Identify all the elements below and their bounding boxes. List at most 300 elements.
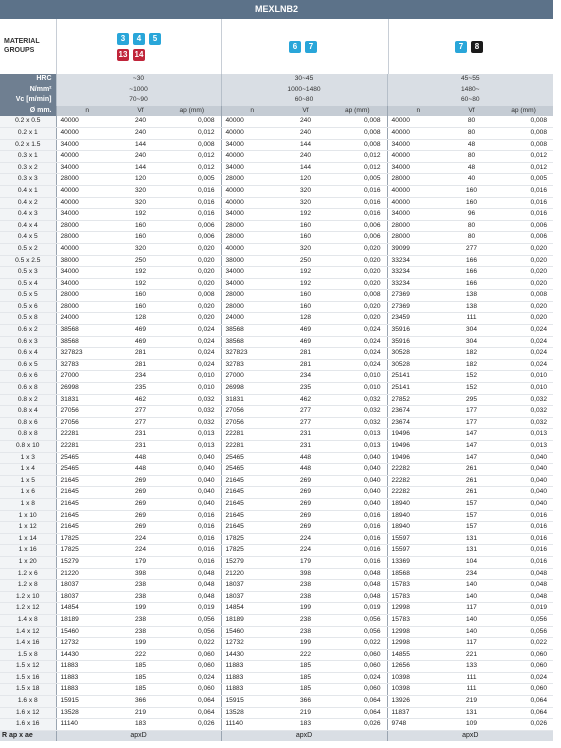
table-row xyxy=(0,638,553,650)
size-cell: 1.6 x 16 xyxy=(0,719,56,731)
n-cell: 40000 xyxy=(387,116,449,127)
vf-cell: 448 xyxy=(118,464,163,476)
vf-cell: 133 xyxy=(449,661,494,673)
vf-cell: 231 xyxy=(283,441,328,453)
size-cell: 1.5 x 8 xyxy=(0,649,56,661)
table-row xyxy=(0,591,553,603)
vf-cell: 231 xyxy=(118,429,163,441)
vf-cell: 277 xyxy=(283,406,328,418)
table-row xyxy=(0,626,553,638)
ap-cell: 0,040 xyxy=(328,464,387,476)
ap-cell: 0,016 xyxy=(494,533,553,545)
vf-cell: 111 xyxy=(449,313,494,325)
vf-cell: 269 xyxy=(118,475,163,487)
n-cell: 15783 xyxy=(387,614,449,626)
ap-cell: 0,020 xyxy=(163,267,221,279)
param-value: 45~55 xyxy=(387,74,553,85)
ap-cell: 0,040 xyxy=(494,452,553,464)
size-cell: 0.2 x 1 xyxy=(0,127,56,139)
n-cell: 21645 xyxy=(56,498,118,510)
table-row xyxy=(0,209,553,221)
footer-value: apxD xyxy=(221,730,387,741)
vf-cell: 160 xyxy=(449,197,494,209)
n-cell: 34000 xyxy=(221,139,283,151)
table-row xyxy=(0,232,553,244)
vf-cell: 238 xyxy=(118,591,163,603)
vf-column-header: Vf xyxy=(118,106,163,117)
table-row xyxy=(0,487,553,499)
ap-cell: 0,016 xyxy=(163,545,221,557)
vf-cell: 120 xyxy=(283,174,328,186)
ap-cell: 0,016 xyxy=(328,510,387,522)
n-cell: 22282 xyxy=(387,487,449,499)
vf-cell: 185 xyxy=(283,661,328,673)
size-cell: 0.3 x 1 xyxy=(0,151,56,163)
ap-cell: 0,006 xyxy=(494,220,553,232)
ap-cell: 0,032 xyxy=(494,394,553,406)
n-cell: 15597 xyxy=(387,545,449,557)
n-cell: 10398 xyxy=(387,684,449,696)
ap-cell: 0,016 xyxy=(328,545,387,557)
n-cell: 40000 xyxy=(221,127,283,139)
vf-cell: 469 xyxy=(118,336,163,348)
vf-cell: 140 xyxy=(449,580,494,592)
size-cell: 0.6 x 5 xyxy=(0,359,56,371)
ap-cell: 0,040 xyxy=(163,487,221,499)
size-cell: 0.5 x 5 xyxy=(0,290,56,302)
ap-cell: 0,020 xyxy=(163,243,221,255)
ap-cell: 0,008 xyxy=(328,139,387,151)
n-cell: 12998 xyxy=(387,626,449,638)
ap-cell: 0,026 xyxy=(328,719,387,731)
param-value: 30~45 xyxy=(221,74,387,85)
n-cell: 26998 xyxy=(221,383,283,395)
n-cell: 21645 xyxy=(56,510,118,522)
ap-cell: 0,024 xyxy=(163,672,221,684)
vf-cell: 238 xyxy=(118,626,163,638)
vf-cell: 160 xyxy=(283,232,328,244)
vf-cell: 320 xyxy=(118,197,163,209)
ap-cell: 0,013 xyxy=(328,441,387,453)
vf-cell: 147 xyxy=(449,429,494,441)
vf-cell: 269 xyxy=(118,522,163,534)
table-row xyxy=(0,498,553,510)
ap-cell: 0,022 xyxy=(494,638,553,650)
vf-cell: 183 xyxy=(118,719,163,731)
size-cell: 1.4 x 12 xyxy=(0,626,56,638)
n-cell: 15915 xyxy=(56,696,118,708)
param-label: Vc [m/min] xyxy=(0,95,56,106)
ap-cell: 0,008 xyxy=(163,139,221,151)
ap-cell: 0,024 xyxy=(494,325,553,337)
n-cell: 30528 xyxy=(387,359,449,371)
ap-cell: 0,056 xyxy=(163,614,221,626)
ap-cell: 0,024 xyxy=(328,672,387,684)
ap-cell: 0,020 xyxy=(328,243,387,255)
table-row xyxy=(0,127,553,139)
ap-cell: 0,056 xyxy=(494,626,553,638)
ap-cell: 0,064 xyxy=(328,707,387,719)
param-row xyxy=(0,95,553,106)
n-cell: 11883 xyxy=(221,684,283,696)
ap-cell: 0,040 xyxy=(494,475,553,487)
ap-cell: 0,048 xyxy=(163,568,221,580)
n-cell: 14855 xyxy=(387,649,449,661)
ap-cell: 0,056 xyxy=(163,626,221,638)
ap-cell: 0,019 xyxy=(328,603,387,615)
n-cell: 23674 xyxy=(387,417,449,429)
size-cell: 0.2 x 0.5 xyxy=(0,116,56,127)
table-row xyxy=(0,522,553,534)
n-cell: 11883 xyxy=(221,661,283,673)
n-cell: 40000 xyxy=(221,243,283,255)
n-cell: 13528 xyxy=(221,707,283,719)
size-cell: 0.4 x 5 xyxy=(0,232,56,244)
n-cell: 14854 xyxy=(221,603,283,615)
vf-cell: 231 xyxy=(118,441,163,453)
ap-cell: 0,020 xyxy=(163,278,221,290)
size-cell: 0.3 x 3 xyxy=(0,174,56,186)
size-cell: 0.5 x 6 xyxy=(0,301,56,313)
n-column-header: n xyxy=(56,106,118,117)
vf-cell: 185 xyxy=(118,672,163,684)
ap-cell: 0,060 xyxy=(494,684,553,696)
vf-cell: 80 xyxy=(449,232,494,244)
vf-cell: 224 xyxy=(118,545,163,557)
vf-cell: 269 xyxy=(283,475,328,487)
ap-cell: 0,016 xyxy=(163,197,221,209)
vf-cell: 277 xyxy=(449,243,494,255)
param-value: 1000~1480 xyxy=(221,85,387,96)
ap-cell: 0,040 xyxy=(328,487,387,499)
n-cell: 39099 xyxy=(387,243,449,255)
n-cell: 22281 xyxy=(221,429,283,441)
ap-cell: 0,060 xyxy=(328,684,387,696)
table-row xyxy=(0,417,553,429)
ap-cell: 0,006 xyxy=(494,232,553,244)
vf-cell: 240 xyxy=(118,127,163,139)
n-cell: 34000 xyxy=(387,162,449,174)
ap-cell: 0,008 xyxy=(328,290,387,302)
size-cell: 0.3 x 2 xyxy=(0,162,56,174)
table-row xyxy=(0,243,553,255)
n-cell: 17825 xyxy=(56,545,118,557)
ap-cell: 0,013 xyxy=(494,429,553,441)
vf-cell: 469 xyxy=(118,325,163,337)
n-cell: 23459 xyxy=(387,313,449,325)
footer-label: R ap x ae xyxy=(0,730,56,741)
n-cell: 40000 xyxy=(56,127,118,139)
vf-cell: 240 xyxy=(283,116,328,127)
vf-cell: 117 xyxy=(449,638,494,650)
table-row xyxy=(0,348,553,360)
vf-cell: 48 xyxy=(449,162,494,174)
n-column-header: n xyxy=(387,106,449,117)
ap-cell: 0,024 xyxy=(494,359,553,371)
n-cell: 12998 xyxy=(387,638,449,650)
material-group-badge: 8 xyxy=(471,41,483,53)
vf-cell: 183 xyxy=(283,719,328,731)
n-cell: 25465 xyxy=(221,452,283,464)
table-row xyxy=(0,301,553,313)
ap-cell: 0,060 xyxy=(163,684,221,696)
vf-cell: 160 xyxy=(118,301,163,313)
size-cell: 1.2 x 8 xyxy=(0,580,56,592)
vf-cell: 144 xyxy=(118,162,163,174)
size-cell: 0.6 x 4 xyxy=(0,348,56,360)
n-cell: 34000 xyxy=(56,209,118,221)
n-cell: 28000 xyxy=(56,220,118,232)
table-row xyxy=(0,452,553,464)
vf-cell: 160 xyxy=(118,290,163,302)
vf-cell: 157 xyxy=(449,522,494,534)
ap-cell: 0,056 xyxy=(328,626,387,638)
ap-cell: 0,032 xyxy=(328,417,387,429)
table-row xyxy=(0,406,553,418)
n-cell: 25141 xyxy=(387,371,449,383)
vf-cell: 221 xyxy=(449,649,494,661)
vf-cell: 182 xyxy=(449,359,494,371)
size-cell: 1.6 x 8 xyxy=(0,696,56,708)
n-cell: 40000 xyxy=(387,127,449,139)
n-cell: 23674 xyxy=(387,406,449,418)
n-cell: 28000 xyxy=(221,301,283,313)
ap-cell: 0,005 xyxy=(494,174,553,186)
vf-cell: 179 xyxy=(118,556,163,568)
vf-cell: 269 xyxy=(118,487,163,499)
ap-cell: 0,040 xyxy=(494,464,553,476)
n-cell: 28000 xyxy=(56,232,118,244)
size-cell: 0.6 x 8 xyxy=(0,383,56,395)
ap-cell: 0,008 xyxy=(494,139,553,151)
param-value: 70~90 xyxy=(56,95,221,106)
vf-cell: 320 xyxy=(283,243,328,255)
cutting-data-table xyxy=(0,74,553,741)
vf-cell: 160 xyxy=(118,220,163,232)
ap-cell: 0,006 xyxy=(163,232,221,244)
ap-cell: 0,020 xyxy=(494,301,553,313)
n-cell: 28000 xyxy=(56,290,118,302)
ap-cell: 0,048 xyxy=(328,568,387,580)
table-row xyxy=(0,359,553,371)
n-cell: 34000 xyxy=(221,278,283,290)
ap-cell: 0,016 xyxy=(163,522,221,534)
vf-cell: 185 xyxy=(118,684,163,696)
ap-cell: 0,008 xyxy=(328,127,387,139)
n-cell: 38568 xyxy=(56,336,118,348)
n-cell: 327823 xyxy=(56,348,118,360)
vf-cell: 469 xyxy=(283,325,328,337)
n-cell: 18037 xyxy=(221,580,283,592)
ap-cell: 0,060 xyxy=(494,661,553,673)
vf-cell: 131 xyxy=(449,533,494,545)
ap-cell: 0,013 xyxy=(163,441,221,453)
ap-cell: 0,010 xyxy=(328,371,387,383)
n-cell: 27056 xyxy=(56,417,118,429)
ap-cell: 0,032 xyxy=(163,417,221,429)
n-cell: 18189 xyxy=(56,614,118,626)
table-row xyxy=(0,707,553,719)
table-row xyxy=(0,383,553,395)
ap-cell: 0,020 xyxy=(494,243,553,255)
vf-cell: 238 xyxy=(118,580,163,592)
n-cell: 12998 xyxy=(387,603,449,615)
ap-cell: 0,032 xyxy=(328,406,387,418)
n-cell: 33234 xyxy=(387,255,449,267)
n-cell: 40000 xyxy=(56,243,118,255)
ap-column-header: ap (mm) xyxy=(163,106,221,117)
n-cell: 18037 xyxy=(221,591,283,603)
ap-cell: 0,012 xyxy=(328,151,387,163)
ap-cell: 0,048 xyxy=(163,580,221,592)
n-cell: 27056 xyxy=(221,406,283,418)
n-cell: 21220 xyxy=(56,568,118,580)
ap-cell: 0,032 xyxy=(163,406,221,418)
ap-cell: 0,010 xyxy=(163,383,221,395)
ap-cell: 0,012 xyxy=(163,151,221,163)
ap-cell: 0,056 xyxy=(494,614,553,626)
table-row xyxy=(0,568,553,580)
vf-cell: 131 xyxy=(449,707,494,719)
ap-cell: 0,020 xyxy=(494,255,553,267)
n-cell: 19496 xyxy=(387,441,449,453)
vf-cell: 166 xyxy=(449,267,494,279)
ap-cell: 0,060 xyxy=(163,661,221,673)
vf-cell: 261 xyxy=(449,464,494,476)
material-group-badge: 3 xyxy=(117,33,129,45)
vf-cell: 80 xyxy=(449,220,494,232)
vf-cell: 235 xyxy=(283,383,328,395)
size-cell: 1 x 8 xyxy=(0,498,56,510)
n-cell: 40000 xyxy=(56,185,118,197)
ap-cell: 0,012 xyxy=(328,162,387,174)
n-cell: 27369 xyxy=(387,290,449,302)
vf-cell: 295 xyxy=(449,394,494,406)
n-cell: 13926 xyxy=(387,696,449,708)
ap-cell: 0,012 xyxy=(494,162,553,174)
vf-cell: 224 xyxy=(283,533,328,545)
n-cell: 40000 xyxy=(387,197,449,209)
ap-cell: 0,060 xyxy=(328,649,387,661)
ap-cell: 0,012 xyxy=(163,127,221,139)
material-group-badge: 6 xyxy=(289,41,301,53)
vf-cell: 199 xyxy=(118,638,163,650)
n-cell: 34000 xyxy=(387,209,449,221)
vf-cell: 166 xyxy=(449,255,494,267)
ap-cell: 0,016 xyxy=(163,510,221,522)
size-cell: 0.6 x 3 xyxy=(0,336,56,348)
n-cell: 40000 xyxy=(221,151,283,163)
size-cell: 0.4 x 1 xyxy=(0,185,56,197)
ap-cell: 0,016 xyxy=(328,533,387,545)
ap-cell: 0,048 xyxy=(494,568,553,580)
n-cell: 34000 xyxy=(56,278,118,290)
vf-cell: 234 xyxy=(118,371,163,383)
table-row xyxy=(0,336,553,348)
table-row xyxy=(0,429,553,441)
n-cell: 34000 xyxy=(56,139,118,151)
size-cell: 1 x 20 xyxy=(0,556,56,568)
ap-cell: 0,032 xyxy=(494,417,553,429)
n-cell: 24000 xyxy=(221,313,283,325)
n-cell: 40000 xyxy=(56,197,118,209)
vf-cell: 320 xyxy=(118,185,163,197)
vf-cell: 144 xyxy=(118,139,163,151)
n-cell: 40000 xyxy=(221,185,283,197)
vf-cell: 160 xyxy=(283,290,328,302)
table-row xyxy=(0,661,553,673)
n-cell: 40000 xyxy=(387,151,449,163)
vf-cell: 192 xyxy=(283,209,328,221)
ap-cell: 0,060 xyxy=(163,649,221,661)
n-cell: 40000 xyxy=(221,116,283,127)
param-row xyxy=(0,74,553,85)
n-cell: 27369 xyxy=(387,301,449,313)
vf-cell: 238 xyxy=(118,614,163,626)
ap-cell: 0,020 xyxy=(494,313,553,325)
ap-cell: 0,016 xyxy=(494,522,553,534)
vf-cell: 250 xyxy=(283,255,328,267)
ap-cell: 0,048 xyxy=(328,591,387,603)
vf-cell: 398 xyxy=(283,568,328,580)
ap-cell: 0,008 xyxy=(328,116,387,127)
ap-cell: 0,020 xyxy=(163,301,221,313)
material-group-badge: 4 xyxy=(133,33,145,45)
ap-cell: 0,020 xyxy=(163,313,221,325)
ap-cell: 0,026 xyxy=(494,719,553,731)
n-cell: 11883 xyxy=(221,672,283,684)
table-row xyxy=(0,139,553,151)
ap-cell: 0,040 xyxy=(328,475,387,487)
table-row xyxy=(0,278,553,290)
n-cell: 40000 xyxy=(221,197,283,209)
vf-cell: 398 xyxy=(118,568,163,580)
n-cell: 25141 xyxy=(387,383,449,395)
vf-cell: 222 xyxy=(118,649,163,661)
ap-cell: 0,020 xyxy=(328,255,387,267)
vf-cell: 231 xyxy=(283,429,328,441)
vf-cell: 219 xyxy=(449,696,494,708)
size-cell: 1.2 x 6 xyxy=(0,568,56,580)
n-cell: 18189 xyxy=(221,614,283,626)
vf-cell: 185 xyxy=(283,684,328,696)
n-cell: 11883 xyxy=(56,661,118,673)
ap-cell: 0,020 xyxy=(494,278,553,290)
vf-cell: 147 xyxy=(449,441,494,453)
ap-cell: 0,024 xyxy=(328,336,387,348)
ap-cell: 0,008 xyxy=(494,116,553,127)
size-cell: 0.4 x 4 xyxy=(0,220,56,232)
ap-cell: 0,016 xyxy=(328,556,387,568)
table-row xyxy=(0,255,553,267)
material-groups-label: MATERIAL GROUPS xyxy=(4,38,40,54)
n-cell: 15783 xyxy=(387,591,449,603)
n-cell: 18568 xyxy=(387,568,449,580)
table-row xyxy=(0,371,553,383)
n-cell: 22282 xyxy=(387,464,449,476)
vf-cell: 222 xyxy=(283,649,328,661)
vf-cell: 304 xyxy=(449,325,494,337)
ap-cell: 0,024 xyxy=(163,325,221,337)
ap-cell: 0,020 xyxy=(163,255,221,267)
ap-cell: 0,064 xyxy=(494,707,553,719)
ap-cell: 0,006 xyxy=(328,220,387,232)
vf-cell: 152 xyxy=(449,383,494,395)
ap-cell: 0,005 xyxy=(163,174,221,186)
vf-cell: 277 xyxy=(118,406,163,418)
ap-cell: 0,019 xyxy=(163,603,221,615)
ap-cell: 0,016 xyxy=(494,209,553,221)
